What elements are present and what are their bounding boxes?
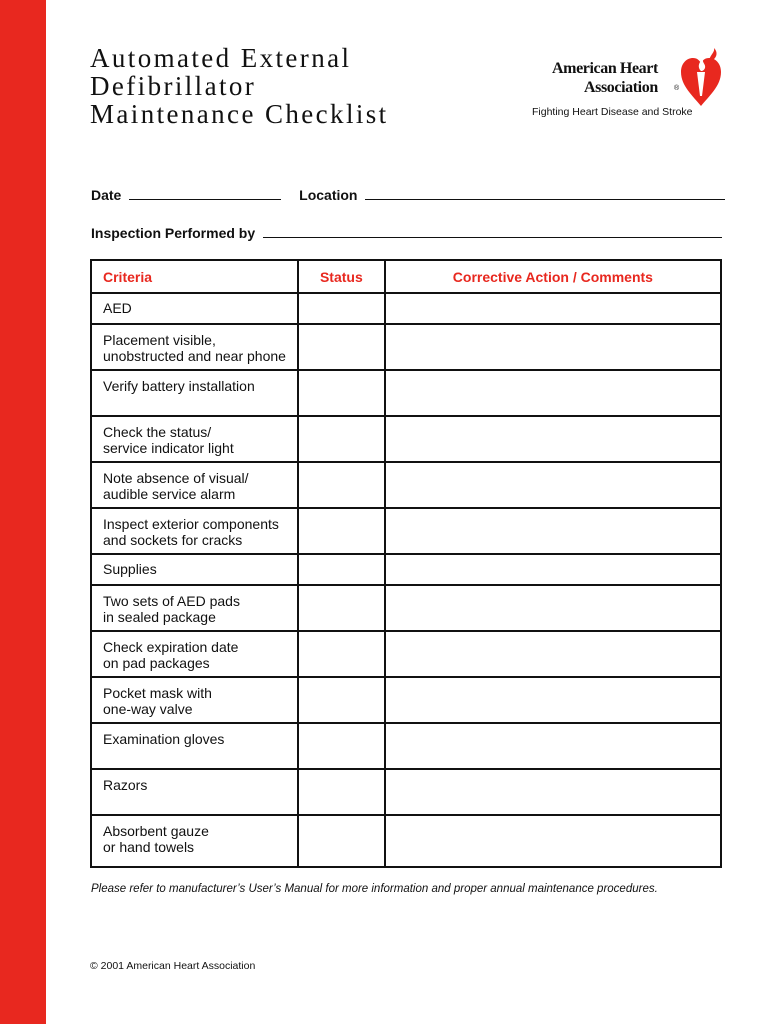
date-field[interactable] [129, 185, 281, 200]
comments-cell[interactable] [385, 462, 721, 508]
heart-torch-icon [678, 46, 724, 108]
criteria-cell: Pocket mask with one-way valve [91, 677, 298, 723]
table-row [91, 370, 721, 416]
criteria-cell: Inspect exterior components and sockets for cracks [91, 508, 298, 554]
comments-cell[interactable] [385, 293, 721, 324]
date-label: Date [91, 187, 122, 203]
status-cell[interactable] [298, 462, 385, 508]
section-label: AED [91, 293, 298, 324]
status-cell[interactable] [298, 815, 385, 867]
section-label: Supplies [91, 554, 298, 585]
criteria-cell: Check expiration date on pad packages [91, 631, 298, 677]
comments-cell[interactable] [385, 631, 721, 677]
status-cell[interactable] [298, 769, 385, 815]
registered-mark: ® [674, 85, 680, 92]
location-label: Location [299, 187, 358, 203]
comments-cell[interactable] [385, 723, 721, 769]
section-row-aed [91, 293, 721, 324]
date-location-row [91, 185, 725, 203]
status-cell[interactable] [298, 293, 385, 324]
comments-cell[interactable] [385, 815, 721, 867]
criteria-cell: Absorbent gauze or hand towels [91, 815, 298, 867]
status-header: Status [298, 260, 385, 293]
comments-cell[interactable] [385, 769, 721, 815]
criteria-cell: Placement visible, unobstructed and near phone [91, 324, 298, 370]
status-cell[interactable] [298, 508, 385, 554]
criteria-cell: Verify battery installation [91, 370, 298, 416]
table-row [91, 416, 721, 462]
comments-cell[interactable] [385, 554, 721, 585]
table-row [91, 815, 721, 867]
copyright: © 2001 American Heart Association [90, 960, 256, 972]
criteria-header: Criteria [91, 260, 298, 293]
table-row [91, 723, 721, 769]
status-cell[interactable] [298, 631, 385, 677]
logo-tagline: Fighting Heart Disease and Stroke [532, 106, 693, 118]
inspector-label: Inspection Performed by [91, 225, 256, 241]
comments-cell[interactable] [385, 416, 721, 462]
table-row [91, 631, 721, 677]
comments-cell[interactable] [385, 508, 721, 554]
logo-text-line2: Association [584, 79, 658, 96]
comments-cell[interactable] [385, 370, 721, 416]
comments-cell[interactable] [385, 324, 721, 370]
status-cell[interactable] [298, 324, 385, 370]
comments-cell[interactable] [385, 585, 721, 631]
table-row [91, 324, 721, 370]
criteria-cell: Check the status/ service indicator light [91, 416, 298, 462]
aha-logo [528, 44, 728, 124]
title-line: Maintenance Checklist [90, 99, 389, 129]
page-title [90, 44, 510, 128]
comments-cell[interactable] [385, 677, 721, 723]
maintenance-checklist-table [90, 259, 722, 868]
status-cell[interactable] [298, 370, 385, 416]
logo-text-line1: American Heart [552, 60, 658, 77]
criteria-cell: Two sets of AED pads in sealed package [91, 585, 298, 631]
table-row [91, 769, 721, 815]
title-line: Automated External [90, 43, 352, 73]
table-row [91, 677, 721, 723]
status-cell[interactable] [298, 416, 385, 462]
criteria-cell: Razors [91, 769, 298, 815]
inspector-row [91, 223, 722, 241]
table-row [91, 585, 721, 631]
inspector-field[interactable] [263, 223, 722, 238]
location-field[interactable] [365, 185, 725, 200]
criteria-cell: Note absence of visual/ audible service alarm [91, 462, 298, 508]
table-row [91, 508, 721, 554]
status-cell[interactable] [298, 585, 385, 631]
left-red-bar [0, 0, 46, 1024]
section-row-supplies [91, 554, 721, 585]
title-line: Defibrillator [90, 71, 257, 101]
status-cell[interactable] [298, 554, 385, 585]
status-cell[interactable] [298, 677, 385, 723]
table-header-row [91, 260, 721, 293]
manual-reference-note: Please refer to manufacturer’s User’s Manual for more information and proper annual maintenance procedures. [91, 883, 658, 895]
criteria-cell: Examination gloves [91, 723, 298, 769]
comments-header: Corrective Action / Comments [385, 260, 721, 293]
table-row [91, 462, 721, 508]
status-cell[interactable] [298, 723, 385, 769]
